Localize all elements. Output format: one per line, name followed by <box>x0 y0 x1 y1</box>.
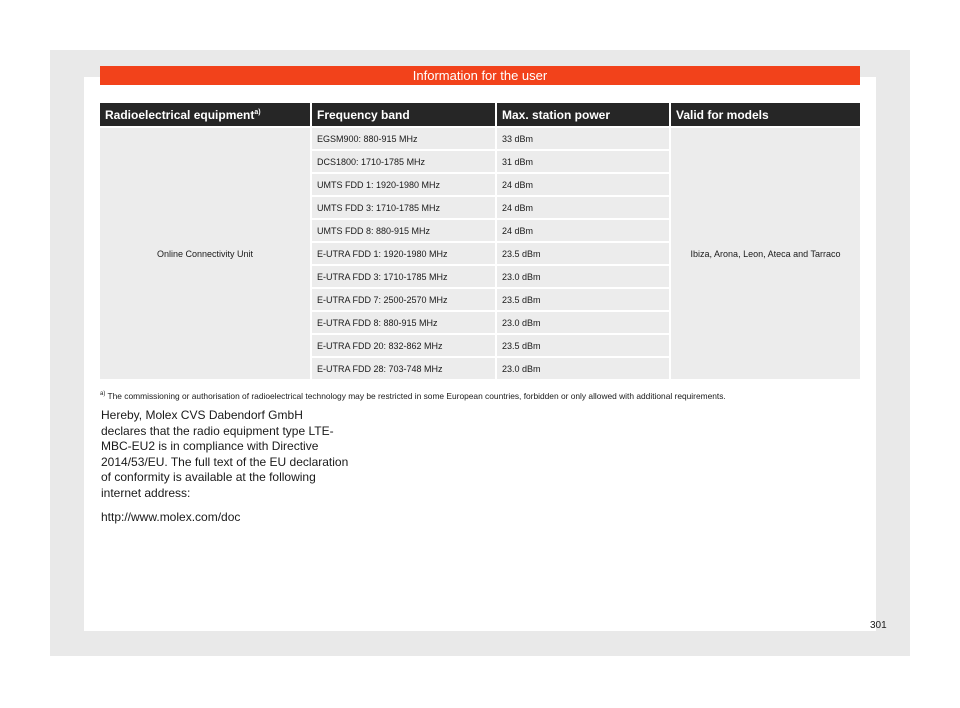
max-power-cell: 33 dBm <box>495 128 669 149</box>
header-frequency-band: Frequency band <box>310 103 495 126</box>
max-power-cell: 23.5 dBm <box>495 335 669 356</box>
frequency-band-cell: DCS1800: 1710-1785 MHz <box>310 151 495 172</box>
header-equipment: Radioelectrical equipment$^{a)}$ <box>100 103 310 126</box>
frequency-band-cell: E-UTRA FDD 8: 880-915 MHz <box>310 312 495 333</box>
declaration-paragraph: Hereby, Molex CVS Dabendorf GmbH declares that the radio equipment type LTE-MBC-EU2 is in compliance with Directive 2014/53/EU. The full text of the EU declaration of conformity is available at the following internet address: <box>101 408 349 500</box>
section-banner: Information for the user <box>100 66 860 85</box>
header-max-power: Max. station power <box>495 103 669 126</box>
max-power-cell: 24 dBm <box>495 197 669 218</box>
frequency-band-cell: UMTS FDD 1: 1920-1980 MHz <box>310 174 495 195</box>
header-valid-models: Valid for models <box>669 103 860 126</box>
valid-models-cell: Ibiza, Arona, Leon, Ateca and Tarraco <box>669 128 860 379</box>
frequency-band-cell: EGSM900: 880-915 MHz <box>310 128 495 149</box>
table-row <box>100 128 860 149</box>
max-power-cell: 23.5 dBm <box>495 243 669 264</box>
frequency-band-cell: E-UTRA FDD 28: 703-748 MHz <box>310 358 495 379</box>
declaration-text <box>101 408 351 535</box>
max-power-cell: 23.5 dBm <box>495 289 669 310</box>
declaration-url: http://www.molex.com/doc <box>101 510 241 524</box>
footnote <box>100 388 870 402</box>
radio-equipment-table <box>100 101 860 381</box>
footnote-mark: a) <box>254 108 261 116</box>
footnote-mark: a) <box>100 391 106 397</box>
page-number: 301 <box>870 620 887 631</box>
frequency-band-cell: E-UTRA FDD 3: 1710-1785 MHz <box>310 266 495 287</box>
footnote-text: The commissioning or authorisation of radioelectrical technology may be restricted in some European countries, forbidden or only allowed with additional requirements. <box>107 390 726 401</box>
max-power-cell: 23.0 dBm <box>495 358 669 379</box>
frequency-band-cell: E-UTRA FDD 20: 832-862 MHz <box>310 335 495 356</box>
max-power-cell: 23.0 dBm <box>495 266 669 287</box>
frequency-band-cell: E-UTRA FDD 7: 2500-2570 MHz <box>310 289 495 310</box>
table-header-row <box>100 103 860 126</box>
max-power-cell: 24 dBm <box>495 174 669 195</box>
max-power-cell: 31 dBm <box>495 151 669 172</box>
frequency-band-cell: UMTS FDD 8: 880-915 MHz <box>310 220 495 241</box>
max-power-cell: 23.0 dBm <box>495 312 669 333</box>
max-power-cell: 24 dBm <box>495 220 669 241</box>
equipment-cell: Online Connectivity Unit <box>100 128 310 379</box>
frequency-band-cell: UMTS FDD 3: 1710-1785 MHz <box>310 197 495 218</box>
frequency-band-cell: E-UTRA FDD 1: 1920-1980 MHz <box>310 243 495 264</box>
